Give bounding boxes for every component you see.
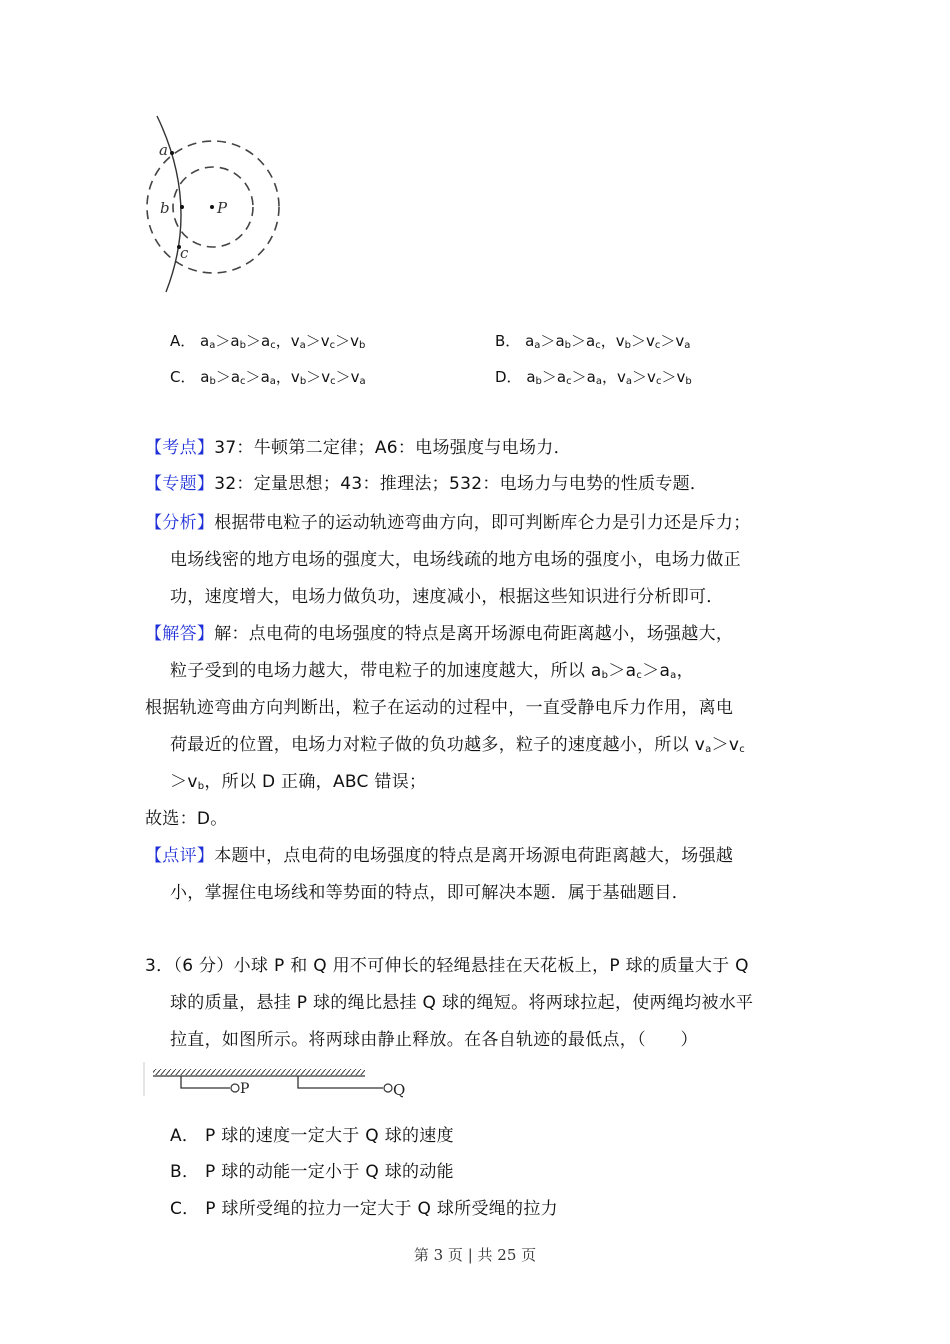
fenxi-tag: 【分析】 bbox=[145, 513, 215, 533]
q3-option-b: B． P 球的动能一定小于 Q 球的动能 bbox=[170, 1162, 454, 1182]
label-q: Q bbox=[393, 1081, 406, 1099]
trajectory-figure bbox=[140, 110, 300, 300]
fenxi-line-3: 功，速度增大，电场力做负功，速度减小，根据这些知识进行分析即可． bbox=[170, 587, 724, 607]
dianping-tag: 【点评】 bbox=[145, 846, 215, 866]
jieda-line-2: 粒子受到的电场力越大，带电粒子的加速度越大，所以 $a_b>a_c>a_a$， bbox=[170, 661, 694, 681]
jieda-line-1: 【解答】解：点电荷的电场强度的特点是离开场源电荷距离越小，场强越大， bbox=[145, 624, 734, 644]
zhuanti-line: 【专题】32：定量思想；43：推理法；532：电场力与电势的性质专题． bbox=[145, 474, 708, 494]
q2-option-b: B． $a_a>a_b>a_c$，$v_b>v_c>v_a$ bbox=[495, 332, 691, 351]
kaodian-line: 【考点】37：牛顿第二定律；A6：电场强度与电场力． bbox=[145, 438, 571, 458]
label-b: b bbox=[160, 199, 170, 217]
fenxi-line-2: 电场线密的地方电场的强度大，电场线疏的地方电场的强度小，电场力做正 bbox=[170, 550, 741, 570]
jieda-line-4: 荷最近的位置，电场力对粒子做的负功越多，粒子的速度越小，所以 $v_a>v_c$ bbox=[170, 735, 746, 755]
dianping-line-1: 【点评】本题中，点电荷的电场强度的特点是离开场源电荷距离越大，场强越 bbox=[145, 846, 734, 866]
q2-option-a: A． $a_a>a_b>a_c$，$v_a>v_c>v_b$ bbox=[170, 332, 366, 351]
jieda-line-5: $>v_b$，所以 D 正确，ABC 错误； bbox=[170, 772, 427, 792]
label-a: a bbox=[159, 141, 168, 159]
jieda-tag: 【解答】 bbox=[145, 624, 215, 644]
label-p: P bbox=[217, 199, 228, 217]
dianping-line-2: 小，掌握住电场线和等势面的特点，即可解决本题．属于基础题目． bbox=[170, 883, 689, 903]
pendulum-figure bbox=[140, 1058, 430, 1103]
guxuan-line: 故选：D。 bbox=[145, 809, 228, 829]
fenxi-line-1: 【分析】根据带电粒子的运动轨迹弯曲方向，即可判断库仑力是引力还是斥力； bbox=[145, 513, 751, 533]
q3-option-a: A． P 球的速度一定大于 Q 球的速度 bbox=[170, 1126, 454, 1146]
kaodian-tag: 【考点】 bbox=[145, 438, 215, 458]
page-footer: 第 3 页 | 共 25 页 bbox=[413, 1246, 537, 1264]
q2-option-d: D． $a_b>a_c>a_a$，$v_a>v_c>v_b$ bbox=[495, 368, 692, 387]
q3-line-1: 3．（6 分）小球 P 和 Q 用不可伸长的轻绳悬挂在天花板上，P 球的质量大于 Q bbox=[145, 956, 749, 976]
q3-line-3: 拉直，如图所示。将两球由静止释放。在各自轨迹的最低点，（ ） bbox=[170, 1030, 698, 1050]
label-p: P bbox=[240, 1081, 250, 1097]
jieda-line-3: 根据轨迹弯曲方向判断出，粒子在运动的过程中，一直受静电斥力作用，离电 bbox=[145, 698, 734, 718]
q3-line-2: 球的质量，悬挂 P 球的绳比悬挂 Q 球的绳短。将两球拉起，使两绳均被水平 bbox=[170, 993, 754, 1013]
zhuanti-tag: 【专题】 bbox=[145, 474, 215, 494]
label-c: c bbox=[180, 244, 189, 262]
q3-option-c: C． P 球所受绳的拉力一定大于 Q 球所受绳的拉力 bbox=[170, 1199, 558, 1219]
q2-option-c: C． $a_b>a_c>a_a$，$v_b>v_c>v_a$ bbox=[170, 368, 366, 387]
